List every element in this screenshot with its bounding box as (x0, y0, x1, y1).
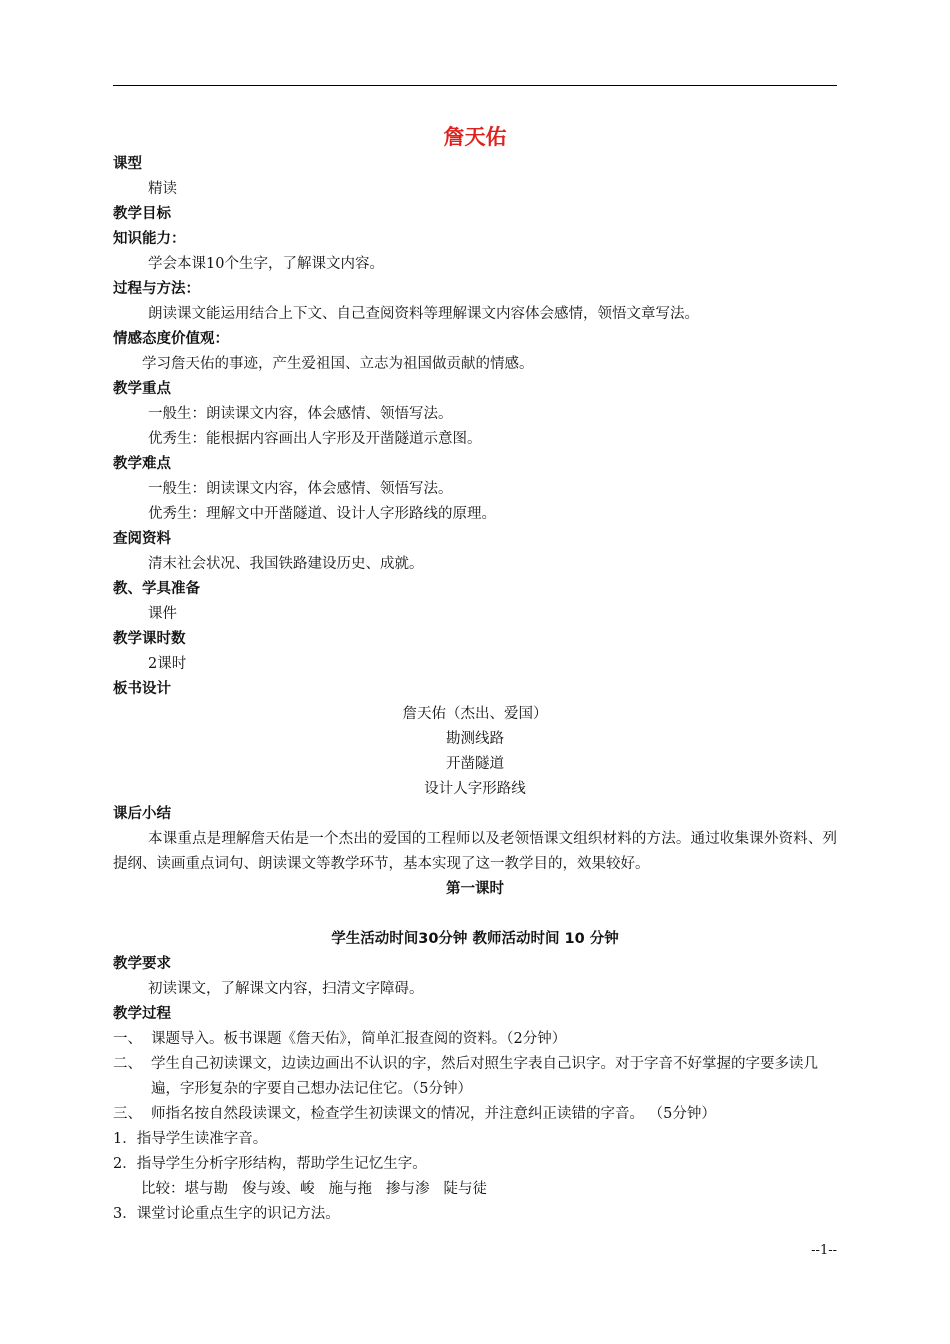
section-text-hours: 2课时 (148, 656, 187, 672)
section-text-process: 朗读课文能运用结合上下文、自己查阅资料等理解课文内容体会感情，领悟文章写法。 (148, 306, 699, 322)
compare-item: 陡与徒 (443, 1181, 487, 1197)
procedure-step (113, 1027, 837, 1052)
board-line: 设计人字形路线 (424, 781, 526, 797)
page-number: --1-- (811, 1243, 837, 1258)
section-heading-goals: 教学目标 (113, 206, 171, 222)
sub-step-1: 1．指导学生读准字音。 (113, 1131, 268, 1147)
section-heading-requirement: 教学要求 (113, 956, 171, 972)
section-text-summary: 本课重点是理解詹天佑是一个杰出的爱国的工程师以及老领悟课文组织材料的方法。通过收集课外资料、列提纲、读画重点词句、朗读课文等教学环节，基本实现了这一教学目的，效果较好。 (113, 831, 837, 872)
section-text-key-1: 一般生：朗读课文内容，体会感情、领悟写法。 (148, 406, 453, 422)
section-text-reference: 清末社会状况、我国铁路建设历史、成就。 (148, 556, 424, 572)
board-line: 勘测线路 (446, 731, 504, 747)
section-heading-process: 过程与方法： (113, 281, 200, 297)
compare-label: 比较： (141, 1181, 185, 1197)
compare-item: 掺与渗 (386, 1181, 430, 1197)
section-heading-attitude: 情感态度价值观： (113, 331, 229, 347)
sub-step-3: 3．课堂讨论重点生字的识记方法。 (113, 1206, 340, 1222)
section-heading-summary: 课后小结 (113, 806, 171, 822)
section-heading-procedure: 教学过程 (113, 1006, 171, 1022)
section-heading-difficulty: 教学难点 (113, 456, 171, 472)
section-heading-reference: 查阅资料 (113, 531, 171, 547)
compare-row (113, 1177, 837, 1202)
lesson-heading: 第一课时 (446, 881, 504, 897)
board-line: 开凿隧道 (446, 756, 504, 772)
section-heading-type: 课型 (113, 156, 142, 172)
step-text: 学生自己初读课文，边读边画出不认识的字，然后对照生字表自己识字。对于字音不好掌握的字要多读几遍，字形复杂的字要自己想办法记住它。（5分钟） (151, 1056, 818, 1097)
section-text-type: 精读 (148, 181, 177, 197)
compare-item: 俊与竣、峻 (242, 1181, 315, 1197)
section-text-preparation: 课件 (148, 606, 177, 622)
section-text-key-2: 优秀生：能根据内容画出人字形及开凿隧道示意图。 (148, 431, 482, 447)
lesson-time: 学生活动时间30分钟 教师活动时间 10 分钟 (331, 931, 619, 947)
section-text-difficulty-2: 优秀生：理解文中开凿隧道、设计人字形路线的原理。 (148, 506, 496, 522)
section-heading-hours: 教学课时数 (113, 631, 186, 647)
section-heading-key: 教学重点 (113, 381, 171, 397)
step-number: 一、 (113, 1031, 142, 1047)
board-line: 詹天佑（杰出、爱国） (402, 706, 548, 722)
step-number: 二、 (113, 1056, 142, 1072)
procedure-step (113, 1052, 837, 1102)
section-text-attitude: 学习詹天佑的事迹，产生爱祖国、立志为祖国做贡献的情感。 (142, 356, 534, 372)
procedure-step (113, 1102, 837, 1127)
header-rule (113, 85, 837, 86)
section-text-difficulty-1: 一般生：朗读课文内容，体会感情、领悟写法。 (148, 481, 453, 497)
compare-item: 施与拖 (328, 1181, 372, 1197)
section-text-requirement: 初读课文，了解课文内容，扫清文字障碍。 (148, 981, 424, 997)
section-heading-preparation: 教、学具准备 (113, 581, 200, 597)
section-heading-knowledge: 知识能力： (113, 231, 186, 247)
step-text: 师指名按自然段读课文，检查学生初读课文的情况，并注意纠正读错的字音。 （5分钟） (151, 1106, 716, 1122)
compare-item: 堪与勘 (184, 1181, 228, 1197)
step-text: 课题导入。板书课题《詹天佑》，简单汇报查阅的资料。（2分钟） (151, 1031, 567, 1047)
step-number: 三、 (113, 1106, 142, 1122)
section-text-knowledge: 学会本课10个生字，了解课文内容。 (148, 256, 384, 272)
document-body (113, 122, 837, 1227)
section-heading-board: 板书设计 (113, 681, 171, 697)
sub-step-2: 2．指导学生分析字形结构，帮助学生记忆生字。 (113, 1156, 427, 1172)
document-title: 詹天佑 (443, 125, 507, 149)
spacer (113, 902, 837, 927)
